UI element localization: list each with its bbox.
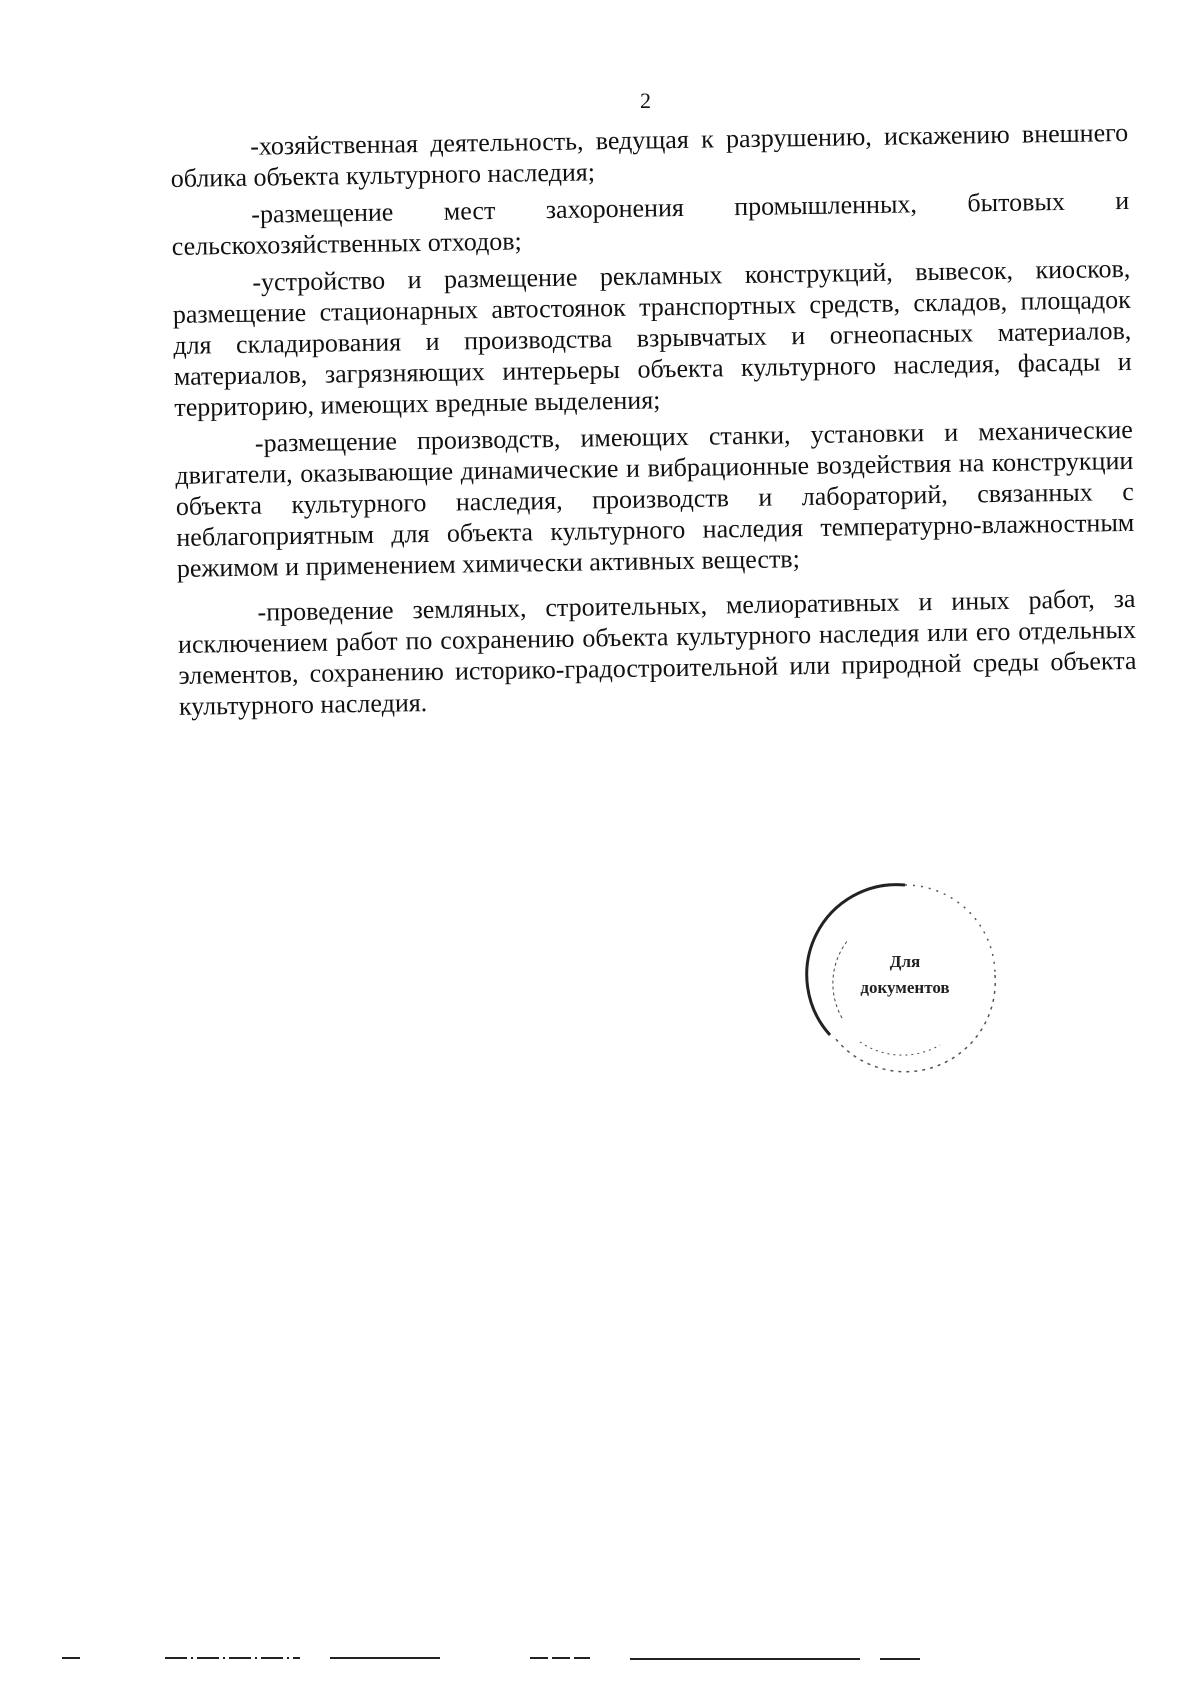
stamp-line-2: документов: [860, 978, 950, 997]
paragraph-production: -размещение производств, имеющих станки, установки и механические двигатели, оказывающие динамические и вибрационные воздействия на конструкции объекта культурного наследия, производств и лабораторий, связанных с неблагоприятным для объекта культурного наследия температурно-влажностным режимом и применением химически активных веществ;: [175, 414, 1135, 583]
paragraph-earthworks: -проведение земляных, строительных, мелиоративных и иных работ, за исключением работ по сохранению объекта культурного наследия или его отдельных элементов, сохранению историко-градостроительной или природной среды объекта культурного наследия.: [177, 583, 1137, 721]
official-stamp: [790, 860, 1020, 1090]
stamp-line-1: Для: [889, 952, 921, 971]
paragraph-advertising: -устройство и размещение рекламных конструкций, вывесок, киосков, размещение стационарных автостоянок транспортных средств, складов, площадок для складирования и производства взрывчатых и огнеопасных материалов, материалов, загрязняющих интерьеры объекта культурного наследия, фасады и территорию, имеющих вредные выделения;: [172, 253, 1132, 422]
paragraph-waste-disposal: -размещение мест захоронения промышленных, бытовых и сельскохозяйственных отходов;: [171, 185, 1130, 261]
stamp-circle-icon: [790, 860, 1020, 1090]
document-body: [170, 117, 1137, 728]
page-number: 2: [640, 88, 651, 113]
scan-artifact-lines: [0, 1640, 1200, 1680]
paragraph-economic-activity: -хозяйственная деятельность, ведущая к разрушению, искажению внешнего облика объекта культурного наследия;: [170, 117, 1129, 193]
